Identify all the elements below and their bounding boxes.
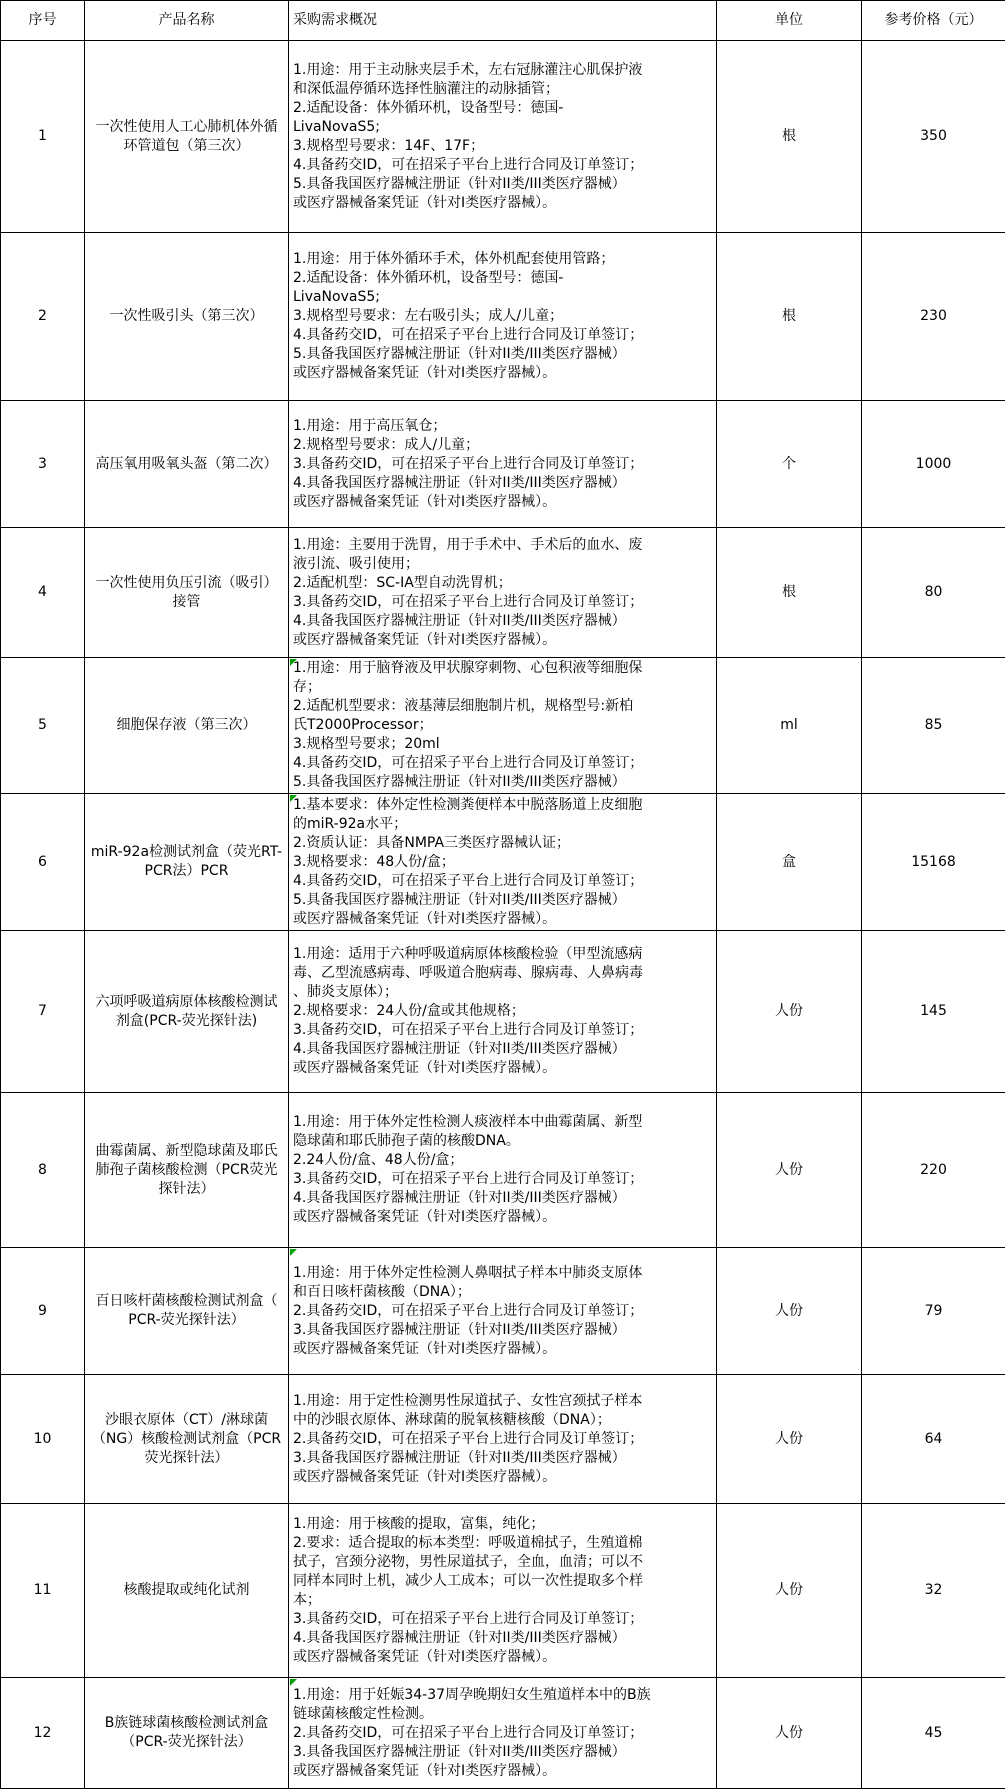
requirement-line: 3.规格型号要求：14F、17F； bbox=[293, 137, 485, 154]
product-name-cell: miR-92a检测试剂盒（荧光RT-PCR法）PCR bbox=[85, 794, 289, 931]
requirement-line: 2.24人份/盒、48人份/盒； bbox=[293, 1152, 464, 1168]
requirement-cell bbox=[289, 1678, 717, 1789]
requirement-line: 4.具备我国医疗器械注册证（针对II类/III类医疗器械） bbox=[293, 474, 626, 491]
table-row bbox=[1, 1678, 1005, 1789]
table-row bbox=[1, 1375, 1005, 1504]
requirement-line: 3.规格型号要求：左右吸引头；成人/儿童； bbox=[293, 308, 564, 324]
row-index-cell: 10 bbox=[1, 1375, 85, 1504]
requirement-cell bbox=[289, 1248, 717, 1375]
unit-cell: 根 bbox=[717, 233, 862, 401]
price-cell: 32 bbox=[862, 1504, 1005, 1678]
requirement-line: 同样本同时上机，减少人工成本；可以一次性提取多个样 bbox=[293, 1572, 643, 1589]
requirement-line: 5.具备我国医疗器械注册证（针对II类/III类医疗器械） bbox=[293, 346, 626, 362]
requirement-line: 或医疗器械备案凭证（针对I类医疗器械）。 bbox=[293, 1762, 557, 1779]
requirement-line: 链球菌核酸定性检测。 bbox=[293, 1705, 433, 1722]
requirement-line: 或医疗器械备案凭证（针对I类医疗器械）。 bbox=[293, 910, 557, 927]
product-name-cell: 高压氧用吸氧头盔（第二次） bbox=[85, 401, 289, 528]
requirement-line: 3.具备我国医疗器械注册证（针对II类/III类医疗器械） bbox=[293, 1321, 626, 1338]
column-header-index: 序号 bbox=[1, 1, 85, 41]
requirement-line: 中的沙眼衣原体、淋球菌的脱氧核糖核酸（DNA）； bbox=[293, 1411, 611, 1428]
requirement-line: LivaNovaS5; bbox=[293, 289, 380, 305]
price-cell: 80 bbox=[862, 528, 1005, 658]
requirement-line: 和百日咳杆菌核酸（DNA）； bbox=[293, 1283, 471, 1300]
requirement-cell bbox=[289, 931, 717, 1093]
comment-marker-icon bbox=[290, 1249, 297, 1256]
unit-cell: 人份 bbox=[717, 1093, 862, 1248]
requirement-cell bbox=[289, 401, 717, 528]
row-index-cell: 2 bbox=[1, 233, 85, 401]
requirement-line: 2.适配机型要求：液基薄层细胞制片机，规格型号:新柏 bbox=[293, 698, 634, 714]
column-header-requirements: 采购需求概况 bbox=[289, 1, 717, 41]
comment-marker-icon bbox=[290, 659, 297, 666]
requirement-line: 1.用途：用于定性检测男性尿道拭子、女性宫颈拭子样本 bbox=[293, 1392, 643, 1409]
requirement-line: 5.具备我国医疗器械注册证（针对II类/III类医疗器械） bbox=[293, 175, 626, 192]
table-row bbox=[1, 528, 1005, 658]
requirement-line: 4.具备药交ID，可在招采子平台上进行合同及订单签订； bbox=[293, 755, 644, 771]
product-name-cell: 细胞保存液（第三次） bbox=[85, 658, 289, 794]
requirement-line: 本； bbox=[293, 1591, 321, 1608]
requirement-line: 或医疗器械备案凭证（针对I类医疗器械）。 bbox=[293, 365, 557, 381]
requirement-line: 1.用途：用于妊娠34-37周孕晚期妇女生殖道样本中的B族 bbox=[293, 1686, 651, 1703]
requirement-line: 4.具备药交ID，可在招采子平台上进行合同及订单签订； bbox=[293, 872, 644, 889]
requirement-line: 4.具备我国医疗器械注册证（针对II类/III类医疗器械） bbox=[293, 1041, 626, 1057]
requirement-line: 3.规格型号要求；20ml bbox=[293, 736, 440, 752]
requirement-line: 1.用途：用于脑脊液及甲状腺穿刺物、心包积液等细胞保 bbox=[293, 660, 643, 676]
table-row bbox=[1, 1504, 1005, 1678]
row-index-cell: 4 bbox=[1, 528, 85, 658]
requirement-line: 3.具备药交ID，可在招采子平台上进行合同及订单签订； bbox=[293, 593, 644, 610]
row-index-cell: 5 bbox=[1, 658, 85, 794]
requirement-line: 或医疗器械备案凭证（针对I类医疗器械）。 bbox=[293, 194, 557, 211]
price-cell: 145 bbox=[862, 931, 1005, 1093]
column-header-product: 产品名称 bbox=[85, 1, 289, 41]
requirement-line: 、肺炎支原体）； bbox=[293, 984, 398, 1000]
requirement-line: 2.具备药交ID，可在招采子平台上进行合同及订单签订； bbox=[293, 1430, 644, 1447]
requirement-line: 1.用途：用于体外定性检测人鼻咽拭子样本中肺炎支原体 bbox=[293, 1264, 643, 1281]
requirement-line: 或医疗器械备案凭证（针对I类医疗器械）。 bbox=[293, 1648, 557, 1665]
unit-cell: 人份 bbox=[717, 1504, 862, 1678]
unit-cell: 个 bbox=[717, 401, 862, 528]
unit-cell: 人份 bbox=[717, 1375, 862, 1504]
requirement-line: 3.具备我国医疗器械注册证（针对II类/III类医疗器械） bbox=[293, 1743, 626, 1760]
price-cell: 64 bbox=[862, 1375, 1005, 1504]
requirement-line: 1.用途：用于高压氧仓； bbox=[293, 417, 447, 434]
requirement-line: 5.具备我国医疗器械注册证（针对II类/III类医疗器械） bbox=[293, 774, 626, 790]
requirement-line: 1.用途：用于主动脉夹层手术，左右冠脉灌注心肌保护液 bbox=[293, 61, 643, 78]
requirement-line: 3.具备我国医疗器械注册证（针对II类/III类医疗器械） bbox=[293, 1449, 626, 1466]
requirement-line: 或医疗器械备案凭证（针对I类医疗器械）。 bbox=[293, 631, 557, 648]
requirement-line: 2.具备药交ID，可在招采子平台上进行合同及订单签订； bbox=[293, 1724, 644, 1741]
price-cell: 1000 bbox=[862, 401, 1005, 528]
requirement-line: 2.适配设备：体外循环机，设备型号：德国- bbox=[293, 270, 564, 286]
table-row bbox=[1, 794, 1005, 931]
price-cell: 350 bbox=[862, 41, 1005, 233]
price-cell: 15168 bbox=[862, 794, 1005, 931]
comment-marker-icon bbox=[290, 795, 297, 802]
requirement-line: 2.要求：适合提取的标本类型：呼吸道棉拭子，生殖道棉 bbox=[293, 1534, 643, 1551]
requirement-cell bbox=[289, 233, 717, 401]
product-name-cell: 一次性吸引头（第三次） bbox=[85, 233, 289, 401]
table-row bbox=[1, 1093, 1005, 1248]
unit-cell: 人份 bbox=[717, 1678, 862, 1789]
requirement-line: 或医疗器械备案凭证（针对I类医疗器械）。 bbox=[293, 1060, 557, 1076]
requirement-line: 液引流、吸引使用； bbox=[293, 555, 419, 572]
row-index-cell: 1 bbox=[1, 41, 85, 233]
header-row bbox=[1, 1, 1005, 41]
unit-cell: 盒 bbox=[717, 794, 862, 931]
unit-cell: 根 bbox=[717, 528, 862, 658]
requirement-line: 1.用途：适用于六种呼吸道病原体核酸检验（甲型流感病 bbox=[293, 946, 643, 962]
table-row bbox=[1, 658, 1005, 794]
product-name-cell: 沙眼衣原体（CT）/淋球菌（NG）核酸检测试剂盒（PCR荧光探针法） bbox=[85, 1375, 289, 1504]
unit-cell: ml bbox=[717, 658, 862, 794]
requirement-cell bbox=[289, 1093, 717, 1248]
price-cell: 45 bbox=[862, 1678, 1005, 1789]
requirement-line: 3.具备药交ID，可在招采子平台上进行合同及订单签订； bbox=[293, 1610, 644, 1627]
product-name-cell: 曲霉菌属、新型隐球菌及耶氏肺孢子菌核酸检测（PCR荧光探针法） bbox=[85, 1093, 289, 1248]
requirement-line: 1.用途：主要用于洗胃，用于手术中、手术后的血水、废 bbox=[293, 536, 643, 553]
requirement-cell bbox=[289, 528, 717, 658]
requirement-line: 5.具备我国医疗器械注册证（针对II类/III类医疗器械） bbox=[293, 891, 626, 908]
requirement-line: 2.具备药交ID，可在招采子平台上进行合同及订单签订； bbox=[293, 1302, 644, 1319]
requirement-line: 2.规格型号要求：成人/儿童； bbox=[293, 436, 480, 453]
requirement-cell bbox=[289, 794, 717, 931]
requirement-line: 1.用途：用于核酸的提取，富集，纯化； bbox=[293, 1515, 545, 1532]
table-row bbox=[1, 41, 1005, 233]
requirement-line: 的miR-92a水平； bbox=[293, 815, 408, 832]
requirement-line: 毒、乙型流感病毒、呼吸道合胞病毒、腺病毒、人鼻病毒 bbox=[293, 965, 643, 981]
row-index-cell: 6 bbox=[1, 794, 85, 931]
requirement-line: 4.具备我国医疗器械注册证（针对II类/III类医疗器械） bbox=[293, 1629, 626, 1646]
requirement-line: 隐球菌和耶氏肺孢子菌的核酸DNA。 bbox=[293, 1133, 520, 1149]
requirement-cell bbox=[289, 658, 717, 794]
requirement-line: 4.具备我国医疗器械注册证（针对II类/III类医疗器械） bbox=[293, 1190, 626, 1206]
requirement-line: 或医疗器械备案凭证（针对I类医疗器械）。 bbox=[293, 493, 557, 510]
requirement-line: 3.具备药交ID，可在招采子平台上进行合同及订单签订； bbox=[293, 1171, 644, 1187]
product-name-cell: 百日咳杆菌核酸检测试剂盒（ PCR-荧光探针法） bbox=[85, 1248, 289, 1375]
price-cell: 79 bbox=[862, 1248, 1005, 1375]
requirement-line: 4.具备我国医疗器械注册证（针对II类/III类医疗器械） bbox=[293, 612, 626, 629]
column-header-unit: 单位 bbox=[717, 1, 862, 41]
requirement-line: 1.用途：用于体外循环手术，体外机配套使用管路； bbox=[293, 251, 615, 267]
price-cell: 230 bbox=[862, 233, 1005, 401]
product-name-cell: 六项呼吸道病原体核酸检测试剂盒(PCR-荧光探针法) bbox=[85, 931, 289, 1093]
row-index-cell: 8 bbox=[1, 1093, 85, 1248]
unit-cell: 根 bbox=[717, 41, 862, 233]
row-index-cell: 12 bbox=[1, 1678, 85, 1789]
requirement-line: 1.基本要求：体外定性检测粪便样本中脱落肠道上皮细胞 bbox=[293, 796, 643, 813]
product-name-cell: 核酸提取或纯化试剂 bbox=[85, 1504, 289, 1678]
row-index-cell: 7 bbox=[1, 931, 85, 1093]
requirement-line: 1.用途：用于体外定性检测人痰液样本中曲霉菌属、新型 bbox=[293, 1114, 643, 1130]
table-row bbox=[1, 1248, 1005, 1375]
requirement-line: 或医疗器械备案凭证（针对I类医疗器械）。 bbox=[293, 1468, 557, 1485]
requirement-line: 或医疗器械备案凭证（针对I类医疗器械）。 bbox=[293, 1209, 557, 1225]
table-row bbox=[1, 931, 1005, 1093]
requirement-line: 或医疗器械备案凭证（针对I类医疗器械）。 bbox=[293, 1340, 557, 1357]
requirement-line: 3.规格要求：48人份/盒； bbox=[293, 853, 455, 870]
requirement-line: 3.具备药交ID，可在招采子平台上进行合同及订单签订； bbox=[293, 455, 644, 472]
row-index-cell: 11 bbox=[1, 1504, 85, 1678]
requirement-line: 存； bbox=[293, 679, 321, 695]
requirement-line: 4.具备药交ID，可在招采子平台上进行合同及订单签订； bbox=[293, 156, 644, 173]
column-header-price: 参考价格（元） bbox=[862, 1, 1005, 41]
requirement-line: 4.具备药交ID，可在招采子平台上进行合同及订单签订； bbox=[293, 327, 644, 343]
requirement-cell bbox=[289, 1375, 717, 1504]
price-cell: 220 bbox=[862, 1093, 1005, 1248]
requirement-line: 3.具备药交ID，可在招采子平台上进行合同及订单签订； bbox=[293, 1022, 644, 1038]
product-name-cell: 一次性使用负压引流（吸引）接管 bbox=[85, 528, 289, 658]
table-row bbox=[1, 401, 1005, 528]
requirement-line: 2.适配机型：SC-IA型自动洗胃机； bbox=[293, 574, 512, 591]
unit-cell: 人份 bbox=[717, 1248, 862, 1375]
requirement-line: 拭子，宫颈分泌物，男性尿道拭子，全血，血清；可以不 bbox=[293, 1553, 643, 1570]
table-body bbox=[1, 41, 1005, 1789]
requirement-line: 2.规格要求：24人份/盒或其他规格； bbox=[293, 1003, 525, 1019]
product-name-cell: B族链球菌核酸检测试剂盒（PCR-荧光探针法） bbox=[85, 1678, 289, 1789]
product-name-cell: 一次性使用人工心肺机体外循环管道包（第三次） bbox=[85, 41, 289, 233]
row-index-cell: 9 bbox=[1, 1248, 85, 1375]
requirement-cell bbox=[289, 1504, 717, 1678]
requirement-line: 氏T2000Processor； bbox=[293, 717, 433, 733]
row-index-cell: 3 bbox=[1, 401, 85, 528]
requirement-cell bbox=[289, 41, 717, 233]
price-cell: 85 bbox=[862, 658, 1005, 794]
table-row bbox=[1, 233, 1005, 401]
requirement-line: 和深低温停循环选择性脑灌注的动脉插管； bbox=[293, 80, 559, 97]
comment-marker-icon bbox=[290, 1679, 297, 1686]
requirement-line: 2.资质认证：具备NMPA三类医疗器械认证； bbox=[293, 834, 571, 851]
requirement-line: 2.适配设备：体外循环机，设备型号：德国- bbox=[293, 99, 564, 116]
requirement-line: LivaNovaS5; bbox=[293, 118, 380, 135]
unit-cell: 人份 bbox=[717, 931, 862, 1093]
